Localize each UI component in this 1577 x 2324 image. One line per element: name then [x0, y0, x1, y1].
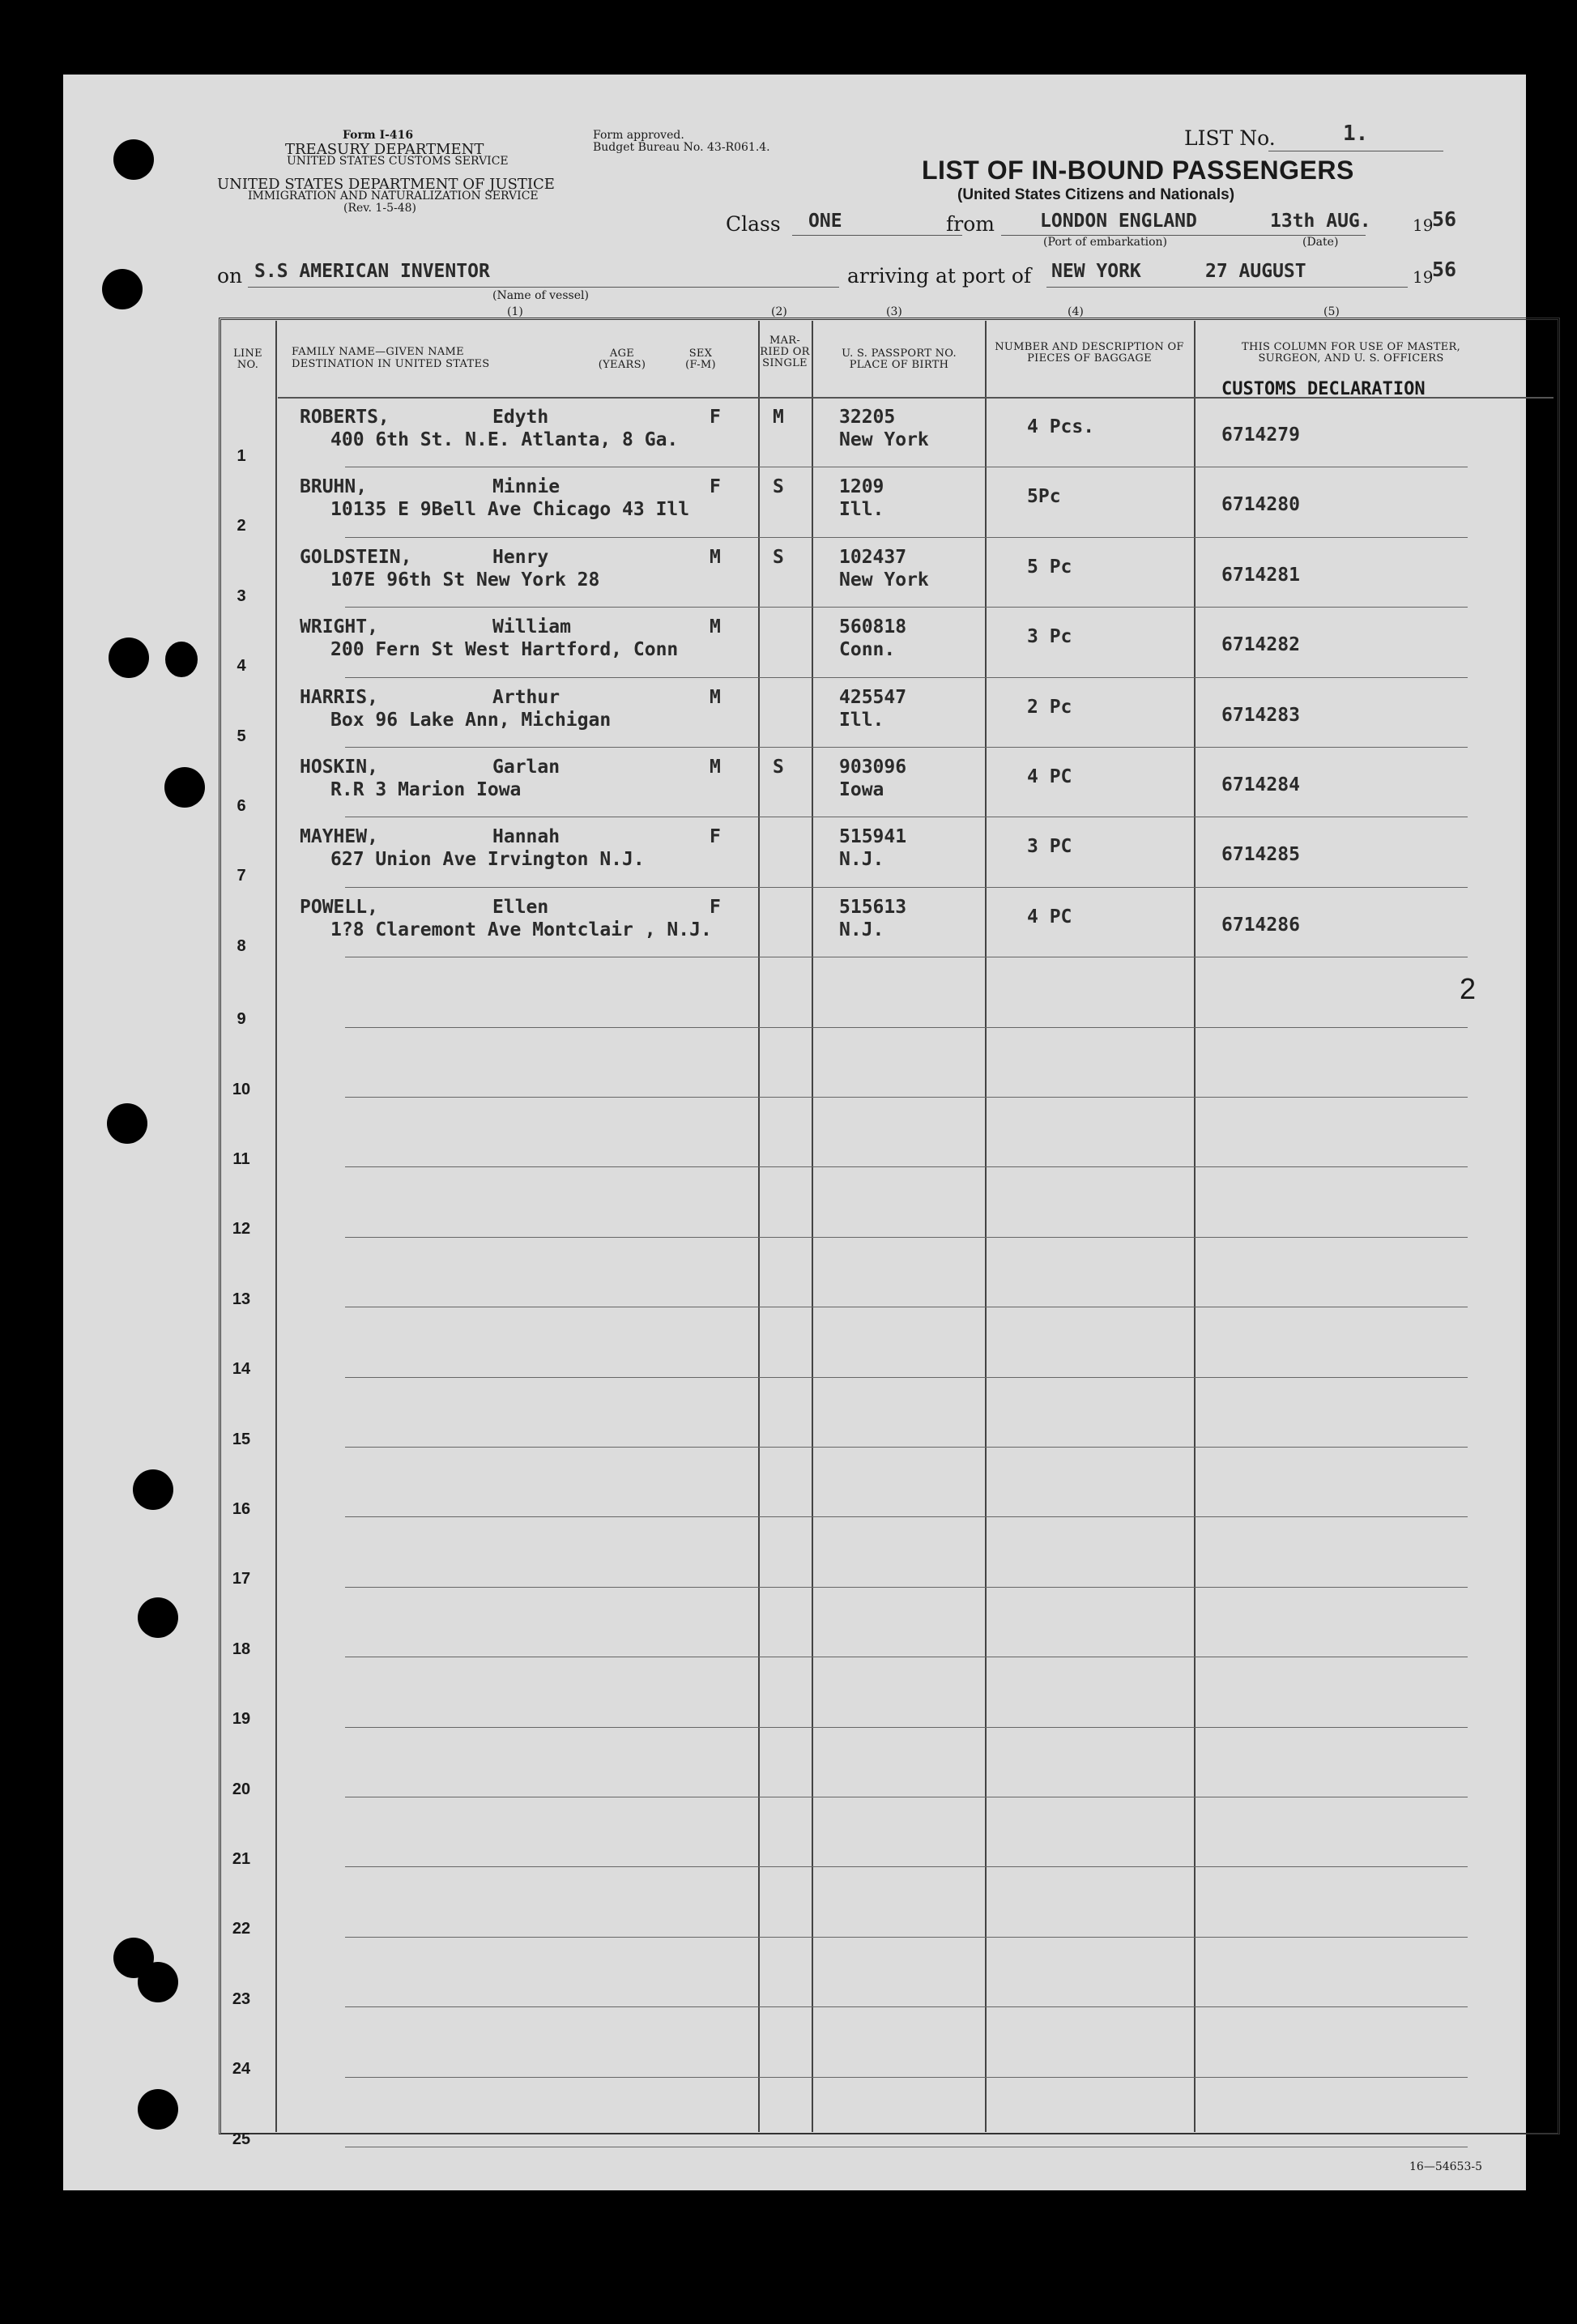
- row-divider: [345, 1516, 1468, 1517]
- header-destination: DESTINATION IN UNITED STATES: [292, 358, 490, 370]
- passenger-address: R.R 3 Marion Iowa: [330, 779, 522, 800]
- passenger-given-name: William: [492, 616, 571, 638]
- port-embark-caption: (Port of embarkation): [1043, 236, 1167, 249]
- birthplace: N.J.: [839, 849, 884, 871]
- line-number: 2: [237, 517, 246, 535]
- punch-hole: [138, 2089, 178, 2130]
- line-number: 8: [237, 936, 246, 955]
- customs-declaration-number: 6714280: [1221, 494, 1300, 516]
- baggage: 3 PC: [1027, 836, 1072, 858]
- passport-number: 425547: [839, 686, 907, 708]
- passenger-given-name: Garlan: [492, 757, 560, 778]
- passenger-sex: M: [710, 546, 721, 568]
- row-divider: [345, 677, 1468, 678]
- header-sex: SEX (F-M): [685, 348, 716, 371]
- col-divider-passport: [985, 321, 987, 2132]
- header-customs-declaration: CUSTOMS DECLARATION: [1221, 379, 1426, 399]
- col-number-4: (4): [1068, 305, 1084, 318]
- passenger-marital-status: S: [773, 546, 784, 568]
- passenger-sex: F: [710, 476, 721, 498]
- header-line-no: LINE NO.: [233, 348, 262, 371]
- passenger-address: 107E 96th St New York 28: [330, 569, 600, 591]
- passenger-family-name: HOSKIN,: [300, 757, 378, 778]
- punch-hole: [164, 767, 205, 808]
- customs-declaration-number: 6714282: [1221, 634, 1300, 656]
- justice-dept: UNITED STATES DEPARTMENT OF JUSTICE: [217, 176, 555, 193]
- passenger-marital-status: M: [773, 407, 784, 428]
- line-number: 23: [232, 1989, 251, 2008]
- line-number: 1: [237, 447, 246, 465]
- footer-code: 16—54653-5: [1409, 2160, 1482, 2173]
- form-subtitle: (United States Citizens and Nationals): [957, 186, 1235, 203]
- ins-label: IMMIGRATION AND NATURALIZATION SERVICE: [248, 190, 539, 203]
- header-bottom-rule: [278, 397, 1554, 399]
- baggage: 2 Pc: [1027, 696, 1072, 718]
- embark-year-value: 56: [1432, 207, 1457, 231]
- line-number: 17: [232, 1570, 251, 1588]
- line-number: 7: [237, 867, 246, 885]
- line-number: 14: [232, 1360, 251, 1379]
- col-number-2: (2): [771, 305, 787, 318]
- header-passport: U. S. PASSPORT NO. PLACE OF BIRTH: [842, 348, 957, 371]
- row-divider: [345, 537, 1468, 538]
- passenger-address: 400 6th St. N.E. Atlanta, 8 Ga.: [330, 429, 679, 450]
- passenger-given-name: Minnie: [492, 476, 560, 498]
- col-number-3: (3): [886, 305, 902, 318]
- treasury-dept: TREASURY DEPARTMENT: [285, 141, 484, 158]
- passenger-address: 1?8 Claremont Ave Montclair , N.J.: [330, 919, 712, 940]
- margin-number: 2: [1460, 972, 1477, 1005]
- line-number: 3: [237, 586, 246, 605]
- line-number: 19: [232, 1710, 251, 1729]
- arrival-year-value: 56: [1432, 258, 1457, 281]
- row-divider: [345, 887, 1468, 888]
- passport-number: 32205: [839, 407, 896, 428]
- col-divider-line-no: [275, 321, 277, 2132]
- row-divider: [345, 1237, 1468, 1238]
- passenger-given-name: Arthur: [492, 686, 560, 708]
- row-divider: [345, 1866, 1468, 1867]
- line-number: 9: [237, 1010, 246, 1029]
- passenger-given-name: Ellen: [492, 896, 549, 918]
- punch-hole: [133, 1469, 173, 1510]
- passenger-given-name: Henry: [492, 546, 549, 568]
- col-divider-name: [758, 321, 760, 2132]
- birthplace: Conn.: [839, 639, 896, 661]
- punch-hole: [138, 1962, 178, 2002]
- passenger-sex: F: [710, 826, 721, 848]
- punch-hole: [113, 139, 154, 180]
- col-divider-baggage: [1194, 321, 1196, 2132]
- row-divider: [345, 1097, 1468, 1098]
- passenger-address: Box 96 Lake Ann, Michigan: [330, 709, 612, 731]
- header-officers: THIS COLUMN FOR USE OF MASTER, SURGEON, AND U. S. OFFICERS: [1241, 341, 1461, 365]
- class-underline: [792, 235, 962, 236]
- line-number: 24: [232, 2060, 251, 2079]
- line-number: 22: [232, 1920, 251, 1938]
- birthplace: Ill.: [839, 709, 884, 731]
- passenger-sex: F: [710, 407, 721, 428]
- passenger-sex: M: [710, 686, 721, 708]
- passenger-family-name: MAYHEW,: [300, 826, 378, 848]
- row-divider: [345, 607, 1468, 608]
- form-approved: Form approved.: [593, 129, 684, 142]
- passenger-marital-status: S: [773, 757, 784, 778]
- birthplace: N.J.: [839, 919, 884, 940]
- passenger-family-name: BRUHN,: [300, 476, 368, 498]
- arrival-underline: [1046, 287, 1408, 288]
- embark-port-value: LONDON ENGLAND: [1040, 211, 1197, 232]
- passenger-family-name: GOLDSTEIN,: [300, 546, 412, 568]
- baggage: 5 Pc: [1027, 556, 1072, 578]
- vessel-underline: [248, 287, 839, 288]
- row-divider: [345, 1727, 1468, 1728]
- line-number: 4: [237, 657, 246, 676]
- punch-hole: [107, 1103, 147, 1144]
- customs-service: UNITED STATES CUSTOMS SERVICE: [287, 155, 509, 168]
- passenger-address: 10135 E 9Bell Ave Chicago 43 Ill: [330, 499, 690, 521]
- arrival-port: NEW YORK: [1051, 261, 1141, 282]
- row-divider: [345, 2077, 1468, 2078]
- line-number: 5: [237, 727, 246, 745]
- line-number: 25: [232, 2130, 251, 2148]
- on-label: on: [217, 264, 243, 288]
- header-name: FAMILY NAME—GIVEN NAME: [292, 346, 464, 358]
- date-caption: (Date): [1302, 236, 1339, 249]
- passenger-given-name: Edyth: [492, 407, 549, 428]
- vessel-caption: (Name of vessel): [492, 289, 589, 302]
- passenger-family-name: HARRIS,: [300, 686, 378, 708]
- passport-number: 560818: [839, 616, 907, 638]
- list-no-value: 1.: [1343, 122, 1369, 146]
- embark-year-prefix: 19: [1413, 215, 1434, 235]
- line-number: 6: [237, 797, 246, 815]
- arriving-label: arriving at port of: [847, 264, 1032, 288]
- col-number-5: (5): [1323, 305, 1340, 318]
- arrival-year-prefix: 19: [1413, 267, 1434, 287]
- form-number: Form I-416: [343, 129, 414, 142]
- row-divider: [345, 2006, 1468, 2007]
- line-number: 13: [232, 1290, 251, 1308]
- passenger-marital-status: S: [773, 476, 784, 498]
- row-divider: [345, 1447, 1468, 1448]
- passenger-sex: M: [710, 616, 721, 638]
- customs-declaration-number: 6714284: [1221, 774, 1300, 795]
- arrival-date: 27 AUGUST: [1205, 261, 1306, 282]
- line-number: 18: [232, 1640, 251, 1658]
- passenger-family-name: WRIGHT,: [300, 616, 378, 638]
- class-label: Class: [726, 212, 781, 236]
- passport-number: 515613: [839, 896, 907, 918]
- line-number: 15: [232, 1430, 251, 1448]
- col-number-1: (1): [507, 305, 523, 318]
- customs-declaration-number: 6714281: [1221, 564, 1300, 586]
- customs-declaration-number: 6714279: [1221, 424, 1300, 446]
- line-number: 11: [232, 1150, 250, 1168]
- passenger-family-name: POWELL,: [300, 896, 378, 918]
- row-divider: [345, 1587, 1468, 1588]
- budget-bureau: Budget Bureau No. 43-R061.4.: [593, 141, 770, 154]
- col-divider-marital: [812, 321, 813, 2132]
- header-marital: MAR-RIED OR SINGLE: [760, 335, 810, 369]
- line-number: 12: [232, 1220, 251, 1239]
- passport-number: 903096: [839, 757, 907, 778]
- line-number: 10: [232, 1080, 251, 1098]
- customs-declaration-number: 6714283: [1221, 704, 1300, 726]
- punch-hole: [102, 269, 143, 309]
- birthplace: New York: [839, 429, 929, 450]
- baggage: 3 Pc: [1027, 626, 1072, 648]
- customs-declaration-number: 6714286: [1221, 914, 1300, 936]
- embark-date-value: 13th AUG.: [1270, 211, 1371, 232]
- passenger-sex: M: [710, 757, 721, 778]
- punch-hole: [138, 1597, 178, 1638]
- passenger-family-name: ROBERTS,: [300, 407, 390, 428]
- revision: (Rev. 1-5-48): [343, 202, 416, 215]
- row-divider: [345, 1937, 1468, 1938]
- birthplace: New York: [839, 569, 929, 591]
- from-label: from: [946, 212, 995, 236]
- row-divider: [345, 1027, 1468, 1028]
- punch-hole: [165, 642, 198, 677]
- passport-number: 515941: [839, 826, 907, 848]
- passport-number: 1209: [839, 476, 884, 498]
- passenger-address: 200 Fern St West Hartford, Conn: [330, 639, 679, 661]
- manifest-page: [63, 75, 1526, 2190]
- passenger-sex: F: [710, 896, 721, 918]
- line-number: 20: [232, 1780, 251, 1798]
- line-number: 16: [232, 1500, 251, 1518]
- punch-hole: [109, 638, 149, 678]
- passenger-address: 627 Union Ave Irvington N.J.: [330, 849, 645, 871]
- baggage: 5Pc: [1027, 486, 1061, 508]
- list-no-label: LIST No.: [1184, 126, 1276, 150]
- row-divider: [345, 1377, 1468, 1378]
- class-value: ONE: [808, 211, 842, 232]
- row-divider: [345, 1166, 1468, 1167]
- row-divider: [345, 747, 1468, 748]
- vessel-name: S.S AMERICAN INVENTOR: [254, 261, 490, 282]
- header-age: AGE (YEARS): [598, 348, 646, 371]
- baggage: 4 PC: [1027, 906, 1072, 927]
- form-title: LIST OF IN-BOUND PASSENGERS: [922, 156, 1354, 185]
- baggage: 4 PC: [1027, 766, 1072, 787]
- baggage: 4 Pcs.: [1027, 416, 1095, 437]
- line-number: 21: [232, 1850, 251, 1868]
- birthplace: Ill.: [839, 499, 884, 521]
- passenger-given-name: Hannah: [492, 826, 560, 848]
- customs-declaration-number: 6714285: [1221, 844, 1300, 866]
- header-baggage: NUMBER AND DESCRIPTION OF PIECES OF BAGGAGE: [995, 341, 1184, 365]
- birthplace: Iowa: [839, 779, 884, 800]
- passport-number: 102437: [839, 546, 907, 568]
